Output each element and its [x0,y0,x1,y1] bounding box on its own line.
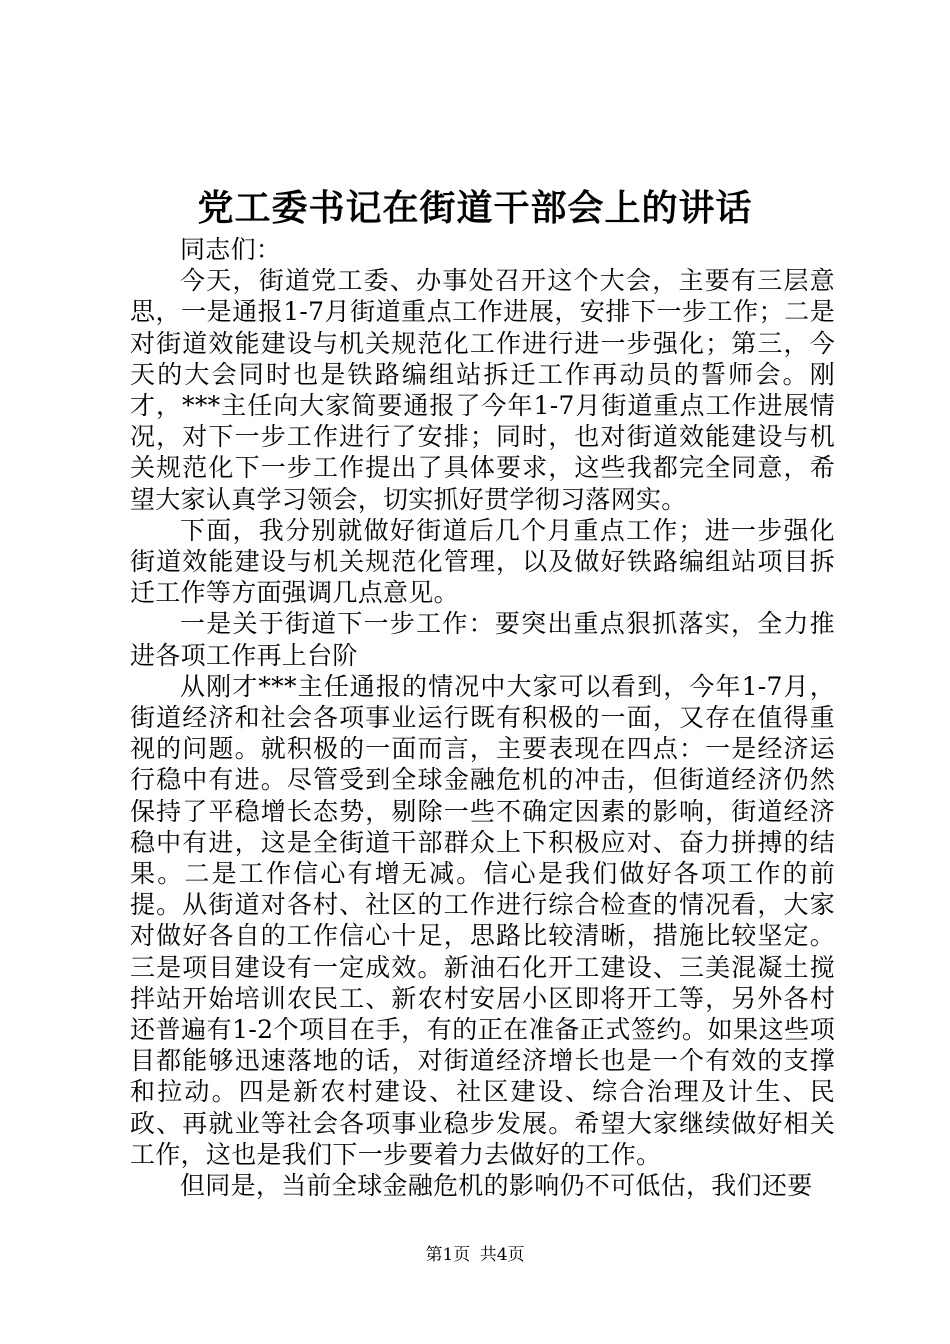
paragraph-3: 一是关于街道下一步工作：要突出重点狠抓落实，全力推进各项工作再上台阶 [130,609,835,670]
page-total: 共4页 [479,1245,525,1265]
paragraph-2: 下面，我分别就做好街道后几个月重点工作；进一步强化街道效能建设与机关规范化管理，以及做好铁路编组站项目拆迁工作等方面强调几点意见。 [130,515,835,608]
paragraph-4: 从刚才***主任通报的情况中大家可以看到，今年1-7月，街道经济和社会各项事业运行既有积极的一面，又存在值得重视的问题。就积极的一面而言，主要表现在四点：一是经济运行稳中有进。尽管受到全球金融危机的冲击，但街道经济仍然保持了平稳增长态势，剔除一些不确定因素的影响，街道经济稳中有进，这是全街道干部群众上下积极应对、奋力拼搏的结果。二是工作信心有增无减。信心是我们做好各项工作的前提。从街道对各村、社区的工作进行综合检查的情况看，大家对做好各自的工作信心十足，思路比较清晰，措施比较坚定。三是项目建设有一定成效。新油石化开工建设、三美混凝土搅拌站开始培训农民工、新农村安居小区即将开工等，另外各村还普遍有1-2个项目在手，有的正在准备正式签约。如果这些项目都能够迅速落地的话，对街道经济增长也是一个有效的支撑和拉动。四是新农村建设、社区建设、综合治理及计生、民政、再就业等社会各项事业稳步发展。希望大家继续做好相关工作，这也是我们下一步要着力去做好的工作。 [130,671,835,1169]
document-title: 党工委书记在街道干部会上的讲话 [197,187,753,229]
document-body [130,234,835,1201]
paragraph-5: 但同是，当前全球金融危机的影响仍不可低估，我们还要 [180,1171,813,1201]
paragraph-greeting: 同志们： [180,235,282,264]
page-number: 第1页 [425,1245,471,1265]
page-footer [0,1244,950,1266]
paragraph-1: 今天，街道党工委、办事处召开这个大会，主要有三层意思，一是通报1-7月街道重点工作进展，安排下一步工作；二是对街道效能建设与机关规范化工作进行进一步强化；第三，今天的大会同时也是铁路编组站拆迁工作再动员的誓师会。刚才，***主任向大家简要通报了今年1-7月街道重点工作进展情况，对下一步工作进行了安排；同时，也对街道效能建设与机关规范化下一步工作提出了具体要求，这些我都完全同意，希望大家认真学习领会，切实抓好贯学彻习落网实。 [130,266,835,514]
